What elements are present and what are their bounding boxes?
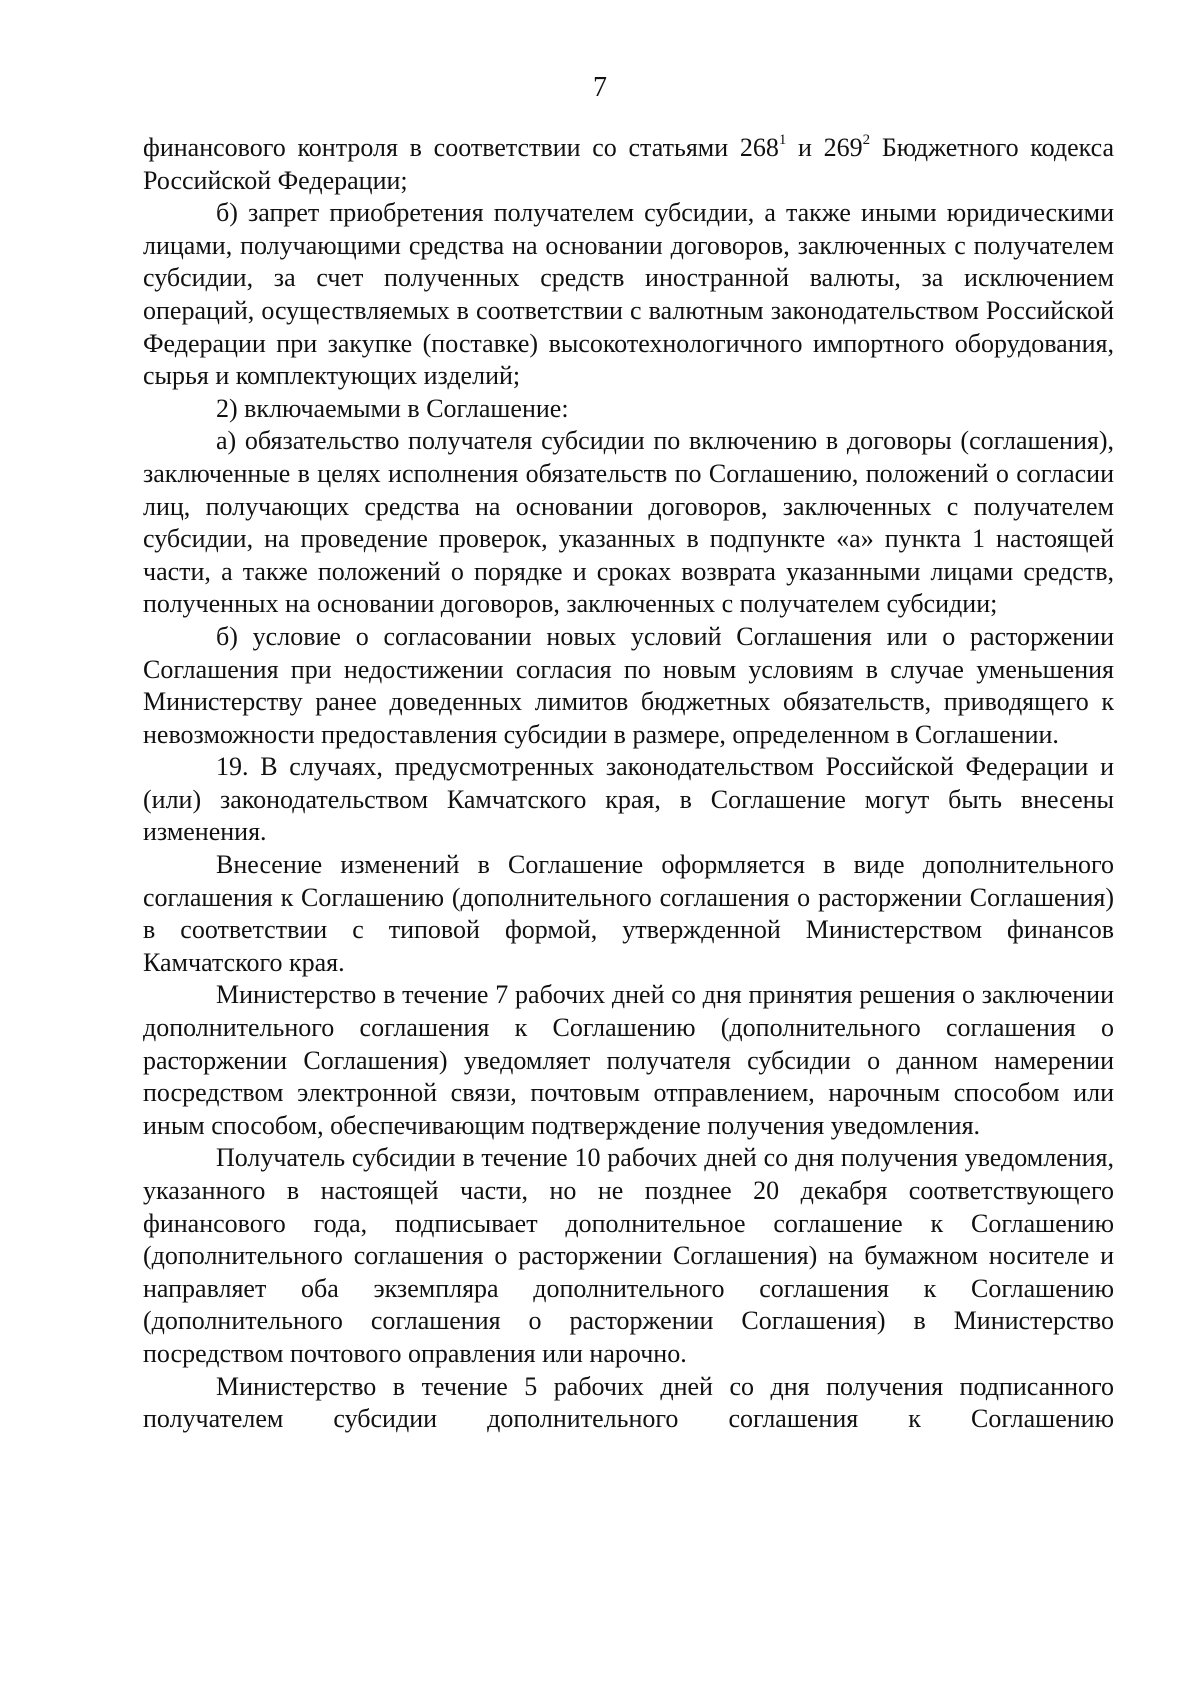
paragraph-obligation: а) обязательство получателя субсидии по включению в договоры (соглашения), заключенные в целях исполнения обязательств по Соглашению, положений о согласии лиц, получающих средства на основании договоров, заключенных с получателем субсидии, на проведение проверок, указанных в подпункте «а» пункта 1 настоящей части, а также положений о порядке и сроках возврата указанными лицами средств, полученных на основании договоров, заключенных с получателем субсидии; bbox=[143, 426, 1114, 619]
document-body bbox=[143, 132, 1114, 1436]
paragraph-section-19: 19. В случаях, предусмотренных законодательством Российской Федерации и (или) законодательством Камчатского края, в Соглашение могут быть внесены изменения. bbox=[143, 752, 1114, 847]
paragraph-text: Бюджетного кодекса Российской Федерации; bbox=[143, 133, 1115, 195]
paragraph-amendments: Внесение изменений в Соглашение оформляется в виде дополнительного соглашения к Соглашению (дополнительного соглашения о расторжении Соглашения) в соответствии с типовой формой, утвержденной Министерством финансов Камчатского края. bbox=[143, 850, 1114, 977]
paragraph-new-conditions: б) условие о согласовании новых условий Соглашения или о расторжении Соглашения при недостижении согласия по новым условиям в случае уменьшения Министерству ранее доведенных лимитов бюджетных обязательств, приводящего к невозможности предоставления субсидии в размере, определенном в Соглашении. bbox=[143, 621, 1114, 749]
paragraph-included-items: 2) включаемыми в Соглашение: bbox=[216, 393, 569, 423]
page-number: 7 bbox=[593, 72, 607, 103]
paragraph-ministry-receipt: Министерство в течение 5 рабочих дней со дня получения подписанного получателем субсидии дополнительного соглашения к Соглашению bbox=[143, 1371, 1114, 1434]
paragraph-text: и 269 bbox=[786, 133, 863, 162]
paragraph-recipient-signs: Получатель субсидии в течение 10 рабочих дней со дня получения уведомления, указанного в настоящей части, но не позднее 20 декабря соответствующего финансового года, подписывает дополнительное соглашение к Соглашению (дополнительного соглашения о расторжении Соглашения) на бумажном носителе и направляет оба экземпляра дополнительного соглашения к Соглашению (дополнительного соглашения о расторжении Соглашения) в Министерство посредством почтового оправления или нарочно. bbox=[143, 1143, 1114, 1368]
paragraph-currency-ban: б) запрет приобретения получателем субсидии, а также иными юридическими лицами, получающими средства на основании договоров, заключенных с получателем субсидии, за счет полученных средств иностранной валюты, за исключением операций, осуществляемых в соответствии с валютным законодательством Российской Федерации при закупке (поставке) высокотехнологичного импортного оборудования, сырья и комплектующих изделий; bbox=[143, 198, 1114, 391]
paragraph-ministry-notice: Министерство в течение 7 рабочих дней со дня принятия решения о заключении дополнительного соглашения к Соглашению (дополнительного соглашения о расторжении Соглашения) уведомляет получателя субсидии о данном намерении посредством электронной связи, почтовым отправлением, нарочным способом или иным способом, обеспечивающим подтверждение получения уведомления. bbox=[143, 980, 1114, 1140]
paragraph-text: финансового контроля в соответствии со статьями 268 bbox=[143, 133, 779, 162]
paragraph-financial-control bbox=[143, 132, 1114, 197]
superscript-1: 1 bbox=[778, 132, 787, 149]
superscript-2: 2 bbox=[862, 132, 871, 149]
